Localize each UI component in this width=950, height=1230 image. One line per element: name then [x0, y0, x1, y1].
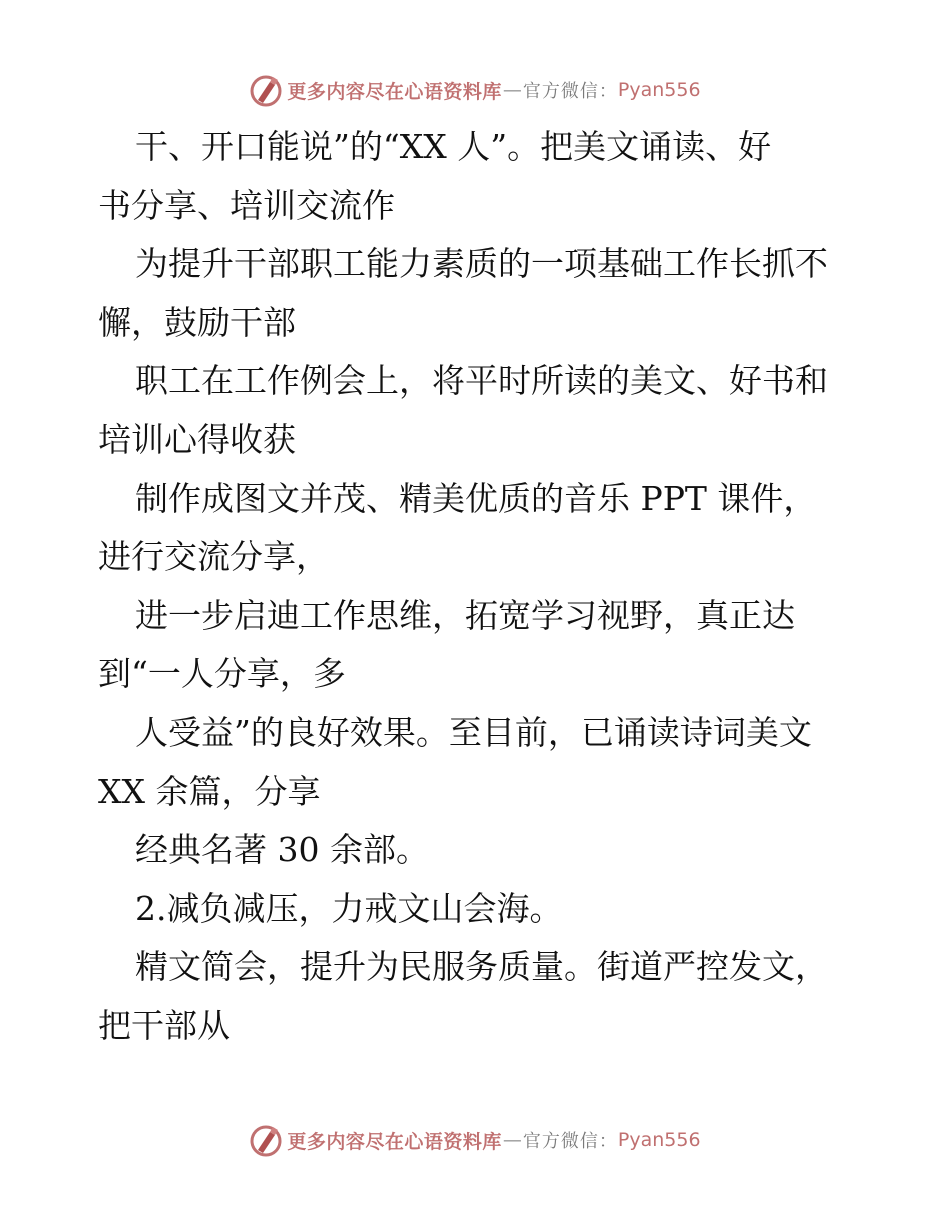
text-line: 进一步启迪工作思维，拓宽学习视野，真正达: [135, 595, 795, 635]
text-line: 进行交流分享，: [98, 537, 329, 577]
text-line: 精文简会，提升为民服务质量。街道严控发文，: [135, 947, 828, 987]
section-heading: 2.减负减压，力戒文山会海。: [135, 888, 563, 928]
watermark-brand: 更多内容尽在心语资料库: [287, 1130, 502, 1153]
text-line: 为提升干部职工能力素质的一项基础工作长抓不: [135, 244, 828, 284]
text-line: 人受益”的良好效果。至目前，已诵读诗词美文: [135, 712, 812, 752]
body-text: [98, 118, 868, 1056]
text-line: 懈，鼓励干部: [98, 302, 296, 342]
watermark-label: 官方微信：: [522, 81, 618, 102]
watermark-handle: Pyan556: [617, 1129, 701, 1151]
text-line: 经典名著 30 余部。: [135, 830, 429, 870]
watermark-brand: 更多内容尽在心语资料库: [287, 80, 502, 103]
watermark-separator: —: [502, 1129, 522, 1151]
pen-logo-icon: [249, 73, 283, 107]
pen-logo-icon: [249, 1123, 283, 1157]
watermark-separator: —: [502, 79, 522, 101]
watermark-handle: Pyan556: [617, 79, 701, 101]
text-line: 把干部从: [98, 1005, 230, 1045]
watermark-label: 官方微信：: [522, 1131, 618, 1152]
footer-watermark: [0, 1120, 950, 1160]
text-line: 培训心得收获: [98, 419, 296, 459]
text-line: XX 余篇，分享: [98, 771, 321, 811]
text-line: 书分享、培训交流作: [98, 185, 395, 225]
header-watermark: [0, 70, 950, 110]
text-line: 干、开口能说”的“XX 人”。把美文诵读、好: [135, 127, 772, 166]
text-line: 职工在工作例会上，将平时所读的美文、好书和: [135, 361, 828, 401]
text-line: 制作成图文并茂、精美优质的音乐 PPT 课件，: [135, 478, 817, 518]
text-line: 到“一人分享，多: [98, 654, 346, 694]
